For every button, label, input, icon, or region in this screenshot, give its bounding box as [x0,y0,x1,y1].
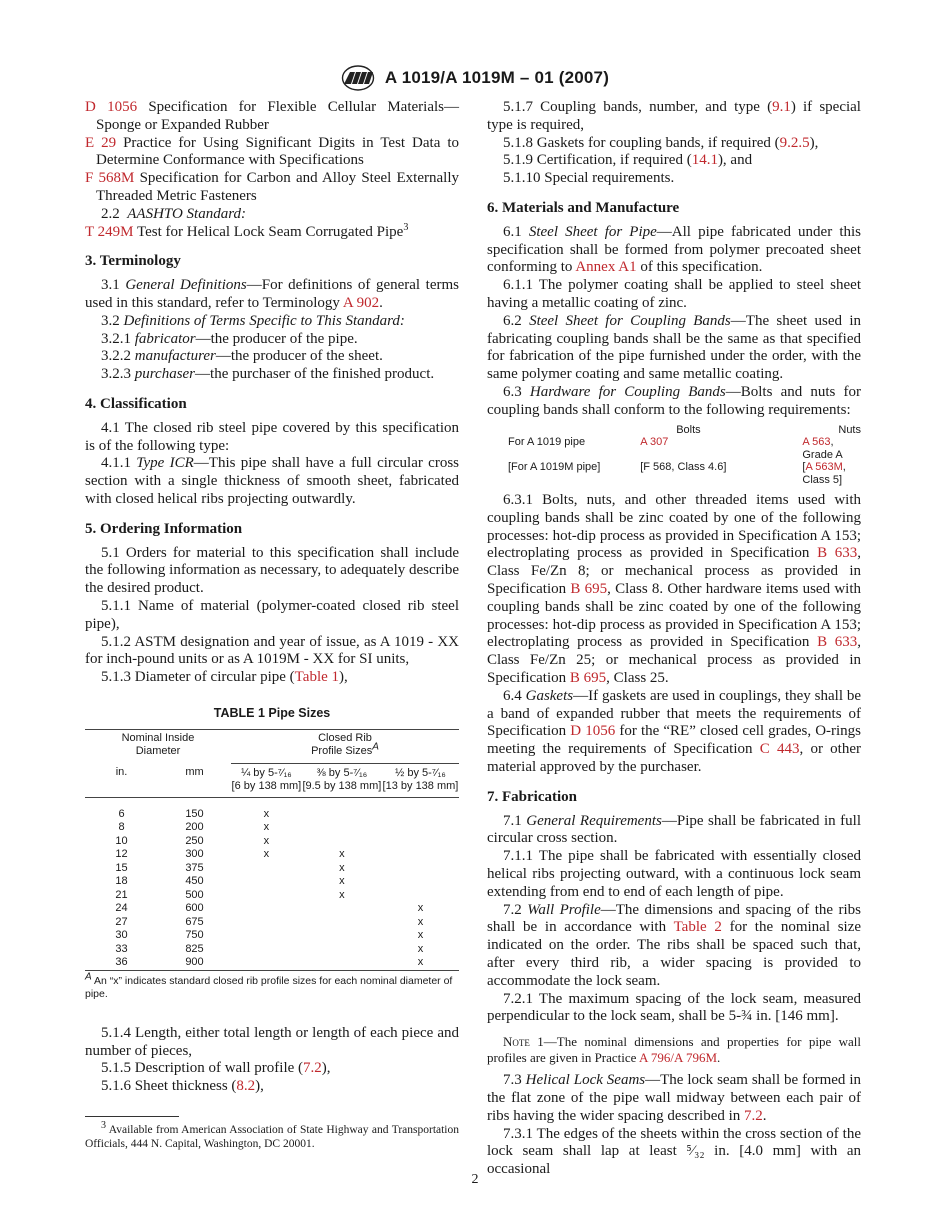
para-5-1-7: 5.1.7 Coupling bands, number, and type (9.1) if special type is required, [487,99,861,133]
header-bolts: Bolts [676,423,701,436]
row-label-a1019m: [For A 1019M pipe] [508,461,601,474]
table-cell-c1: x [263,807,270,820]
para-3-2-3: 3.2.3 purchaser—the purchaser of the finished product. [101,366,435,383]
table-cell-c3: x [417,902,424,915]
row-label-a1019: For A 1019 pipe [508,436,586,449]
table-cell-in: 18 [115,875,128,888]
table-cell-in: 21 [115,888,128,901]
table-cell-c3 [382,848,459,862]
document-designation: A 1019/A 1019M – 01 (2007) [384,68,610,87]
table-cell-c1: x [263,848,270,861]
table-cell-mm: 675 [185,915,204,928]
table-cell-c1 [231,956,302,970]
table-cell-in: 30 [115,929,128,942]
ref-link-9-1[interactable]: 9.1 [772,99,791,115]
para-7-3: 7.3 Helical Lock Seams—The lock seam shall be formed in the flat zone of the pipe wall midway between each pair of ribs having the wider spacing described in 7.2. [487,1072,862,1124]
table-row [85,902,459,916]
left-column [85,99,459,1151]
table-cell-c1 [231,875,302,889]
table-cell-mm: 375 [185,861,204,874]
table-cell-c3 [382,875,459,889]
para-4-1-1: 4.1.1 Type ICR—This pipe shall have a full circular cross section with a single thickness of smooth sheet, fabricated with closed helical ribs projecting outwardly. [85,455,459,507]
section-5-heading: 5. Ordering Information [85,520,243,537]
ref-link-9-2-5[interactable]: 9.2.5 [779,134,810,151]
para-5-1-3: 5.1.3 Diameter of circular pipe (Table 1), [101,669,348,686]
ref-link-d1056-b[interactable]: D 1056 [570,723,616,740]
table-cell-c2 [302,956,382,970]
table-cell-mm: 900 [185,956,204,969]
ref-link-annex-a1[interactable]: Annex A1 [575,259,637,276]
table-row [85,835,459,849]
table-cell-c2: x [339,861,345,874]
table-cell-in: 10 [115,834,128,847]
table-cell-c2: x [339,875,345,888]
table-cell-c1 [231,902,302,916]
table-row [85,875,459,889]
header-in: in. [115,766,128,779]
para-6-4: 6.4 Gaskets—If gaskets are used in couplings, they shall be a band of expanded rubber that meets the requirements of Specification D 1056 for the “RE” closed cell grades, O-rings meeting the requirements of Specification C 443, or other material approved by the purchaser. [487,687,862,775]
header-size-2: ⅜ by 5-⁷⁄₁₆ [9.5 by 138 mm] [302,766,382,793]
table-row [85,862,459,876]
table-row [85,956,459,970]
table-cell-c2 [302,943,382,957]
reference-f568m: F 568M Specification for Carbon and Alloy Steel Externally Threaded Metric Fasteners [85,170,459,204]
header-profile-sizes: Closed Rib Profile Sizes$^A$ [311,731,379,758]
para-5-1-1: 5.1.1 Name of material (polymer-coated closed rib steel pipe), [85,597,459,632]
table-row [85,889,459,903]
para-5-1-5: 5.1.5 Description of wall profile (7.2), [101,1060,331,1077]
table-cell-c1: x [263,821,270,834]
para-5-1-10: 5.1.10 Special requirements. [503,170,675,187]
table-row [85,848,459,862]
para-6-2: 6.2 Steel Sheet for Coupling Bands—The sheet used in fabricating coupling bands shall be the same as that specified for fabrication of the pipe furnished under the order, with the same polymer coating and same metallic coating. [487,312,862,383]
table-cell-c1 [231,943,302,957]
ref-link-a563m[interactable]: A 563M [805,461,843,474]
para-3-2-1: 3.2.1 fabricator—the producer of the pipe. [101,330,358,347]
note-1: Note 1—The nominal dimensions and properties for pipe wall profiles are given in Practice A 796/A 796M. [487,1034,861,1066]
table-cell-c1: x [263,834,270,847]
bolts-nuts-table: Bolts Nuts For A 1019 pipe A 307 A 563, Grade A [For A 1019M pipe] [F 568, Class 4.6] [A 563M, Class 5] [487,424,861,487]
aashto-heading: 2.2 AASHTO Standard: [101,205,247,222]
table-cell-c2 [302,902,382,916]
table-cell-c3: x [417,915,424,928]
para-5-1-4: 5.1.4 Length, either total length or length of each piece and number of pieces, [85,1024,459,1059]
reference-t249m: T 249M Test for Helical Lock Seam Corrugated Pipe$^3$ [85,221,409,240]
ref-link-a307[interactable]: A 307 [640,436,669,449]
page-number: 2 [471,1172,479,1187]
table-cell-c3: x [417,942,424,955]
ref-link-7-2-b[interactable]: 7.2 [744,1107,763,1124]
table-row [85,916,459,930]
ref-link-table-1[interactable]: Table 1 [294,669,340,686]
header-mm: mm [185,766,204,779]
ref-link-e29[interactable]: E 29 [85,134,117,151]
table-cell-c3 [382,835,459,849]
ref-link-14-1[interactable]: 14.1 [691,152,718,169]
table-cell-mm: 150 [185,807,204,820]
bolt-f568: [F 568, Class 4.6] [640,461,727,474]
table-cell-c3: x [417,956,424,969]
table-row [85,929,459,943]
table-1-footnote: $^A$ An “x” indicates standard closed rib profile sizes for each nominal diameter of pipe. [85,971,453,1000]
table-cell-in: 8 [118,821,125,834]
para-5-1: 5.1 Orders for material to this specification shall include the following information as necessary, to adequately describe the desired product. [85,544,459,597]
reference-e29: E 29 Practice for Using Significant Digits in Test Data to Determine Conformance with Specifications [85,134,459,169]
section-7-heading: 7. Fabrication [487,788,577,805]
para-7-3-1: 7.3.1 The edges of the sheets within the cross section of the lock seam shall lap at least ⁵⁄₃₂ in. [4.0 mm] with an occasional [487,1125,861,1178]
ref-link-table-2[interactable]: Table 2 [673,919,722,936]
table-cell-c1 [231,889,302,903]
table-cell-c1 [231,862,302,876]
table-cell-in: 15 [115,861,128,874]
ref-link-a796[interactable]: A 796/A 796M [638,1050,717,1066]
ref-link-t249m[interactable]: T 249M [85,223,134,240]
table-cell-c2 [302,929,382,943]
para-7-2-1: 7.2.1 The maximum spacing of the lock seam, measured perpendicular to the lock seam, shall be 5-¾ in. [146 mm]. [487,990,861,1025]
para-7-1: 7.1 General Requirements—Pipe shall be fabricated in full circular cross section. [487,812,862,847]
table-cell-c2 [302,821,382,835]
table-cell-mm: 600 [185,902,204,915]
header-size-1: ¼ by 5-⁷⁄₁₆ [6 by 138 mm] [231,766,302,793]
ref-link-a902[interactable]: A 902 [342,294,380,311]
ref-link-a563[interactable]: A 563 [802,436,831,449]
table-cell-c1 [231,929,302,943]
table-cell-in: 36 [115,956,128,969]
table-cell-c3 [382,821,459,835]
ref-link-f568m[interactable]: F 568M [85,170,135,187]
table-cell-mm: 250 [185,834,204,847]
table-cell-mm: 450 [185,875,204,888]
table-cell-c3 [382,889,459,903]
para-6-1: 6.1 Steel Sheet for Pipe—All pipe fabricated under this specification shall be formed from polymer precoated sheet conforming to Annex A1 of this specification. [487,223,861,276]
para-3-1: 3.1 General Definitions—For definitions of general terms used in this standard, refer to Terminology A 902. [85,277,459,311]
right-column [487,99,861,1179]
section-6-heading: 6. Materials and Manufacture [487,199,680,216]
page-header [0,64,950,92]
footnote-3: $^3$ Available from American Association of State Highway and Transportation Officials, 444 N. Capital, Washington, DC 20001. [85,1120,460,1150]
table-cell-c2 [302,835,382,849]
table-1-title: TABLE 1 Pipe Sizes [213,705,331,720]
table-cell-mm: 750 [185,929,204,942]
para-3-2-2: 3.2.2 manufacturer—the producer of the sheet. [101,348,383,365]
para-5-1-6: 5.1.6 Sheet thickness (8.2), [101,1078,264,1095]
table-cell-c3 [382,797,459,821]
table-cell-in: 12 [115,848,128,861]
ref-link-c443[interactable]: C 443 [759,741,800,758]
para-7-2: 7.2 Wall Profile—The dimensions and spacing of the ribs shall be in accordance with Table 2 for the nominal size indicated on the order. The ribs shall be spaced such that, after every third rib, a wider spacing is provided to accommodate the lock seam. [487,901,862,989]
table-cell-mm: 200 [185,821,204,834]
table-cell-mm: 825 [185,942,204,955]
ref-link-d1056[interactable]: D 1056 [85,99,138,115]
ref-link-b695-a[interactable]: B 695 [570,581,608,598]
table-cell-in: 27 [115,915,128,928]
table-cell-c1 [231,916,302,930]
header-nuts: Nuts [838,423,861,436]
para-5-1-9: 5.1.9 Certification, if required (14.1), and [503,152,753,169]
table-row [85,821,459,835]
table-cell-c2 [302,916,382,930]
table-cell-mm: 300 [185,848,204,861]
table-cell-c2: x [339,888,345,901]
ref-link-b633-a[interactable]: B 633 [817,545,858,562]
table-cell-c3: x [417,929,424,942]
table-cell-in: 6 [118,807,125,820]
para-5-1-8: 5.1.8 Gaskets for coupling bands, if required (9.2.5), [503,134,819,151]
ref-link-8-2[interactable]: 8.2 [236,1078,256,1095]
pipe-sizes-table [85,729,459,971]
table-cell-c2: x [339,848,345,861]
para-4-1: 4.1 The closed rib steel pipe covered by this specification is of the following type: [85,419,459,454]
ref-link-7-2[interactable]: 7.2 [303,1060,322,1077]
table-row [85,797,459,821]
header-size-3: ½ by 5-⁷⁄₁₆ [13 by 138 mm] [382,766,459,793]
para-3-2: 3.2 Definitions of Terms Specific to This Standard: [101,312,405,329]
table-cell-in: 24 [115,902,128,915]
section-3-heading: 3. Terminology [85,253,181,270]
table-row [85,943,459,957]
footnote-divider [85,1116,179,1117]
para-5-1-2: 5.1.2 ASTM designation and year of issue, as A 1019 - XX for inch-pound units or as A 1019M - XX for SI units, [85,633,459,668]
para-6-1-1: 6.1.1 The polymer coating shall be applied to steel sheet having a metallic coating of zinc. [487,277,861,311]
table-cell-c2 [302,797,382,821]
para-6-3-1: 6.3.1 Bolts, nuts, and other threaded items used with coupling bands shall be zinc coated by one of the following processes: hot-dip process as provided in Specification A 153; electroplating process as provided in Specification B 633, Class Fe/Zn 8; or mechanical process as provided in Specification B 695, Class 8. Other hardware items used with coupling bands shall be zinc coated by one of the following processes: hot-dip process as provided in Specification A 153; electroplating process as provided in Specification B 633, Class Fe/Zn 25; or mechanical process as provided in Specification B 695, Class 25. [487,492,861,687]
section-4-heading: 4. Classification [85,395,187,412]
reference-d1056: D 1056 Specification for Flexible Cellular Materials—Sponge or Expanded Rubber [85,99,459,133]
para-7-1-1: 7.1.1 The pipe shall be fabricated with essentially closed helical ribs projecting outward, with a continuous lock seam extending from end to end of each length of pipe. [487,848,861,900]
table-cell-in: 33 [115,942,128,955]
ref-link-b695-b[interactable]: B 695 [569,670,607,687]
table-cell-c3 [382,862,459,876]
header-nominal-diameter: Nominal Inside Diameter [121,731,195,758]
ref-link-b633-b[interactable]: B 633 [817,634,858,651]
table-cell-mm: 500 [185,888,204,901]
astm-logo-icon [341,64,375,92]
para-6-3: 6.3 Hardware for Coupling Bands—Bolts and nuts for coupling bands shall conform to the following requirements: [487,383,862,418]
